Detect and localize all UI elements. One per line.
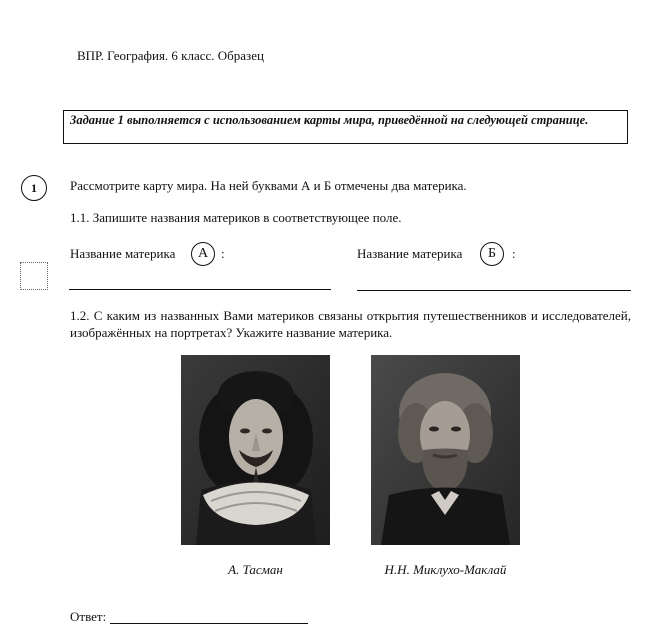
score-box bbox=[20, 262, 48, 290]
page-header: ВПР. География. 6 класс. Образец bbox=[77, 48, 264, 63]
answer-line[interactable] bbox=[110, 623, 308, 624]
colon-b: : bbox=[512, 246, 516, 261]
colon-a: : bbox=[221, 246, 225, 261]
portrait-tasman bbox=[181, 355, 330, 545]
portrait-miklukho-maklai-image bbox=[371, 355, 520, 545]
portrait-caption-miklukho-maklai: Н.Н. Миклухо-Маклай bbox=[384, 562, 507, 577]
letter-b-badge: Б bbox=[480, 242, 504, 266]
continent-b-label: Название материка bbox=[357, 246, 463, 261]
portrait-tasman-image bbox=[181, 355, 330, 545]
task-intro: Рассмотрите карту мира. На ней буквами А и Б отмечены два материка. bbox=[70, 178, 467, 193]
continent-a-label: Название материка bbox=[70, 246, 176, 261]
task-number-badge: 1 bbox=[21, 175, 47, 201]
letter-a-badge: А bbox=[191, 242, 215, 266]
answer-label: Ответ: bbox=[70, 609, 107, 624]
answer-line-b[interactable] bbox=[357, 290, 631, 291]
answer-line-a[interactable] bbox=[69, 289, 331, 290]
question-1-2: 1.2. С каким из названных Вами материков связаны открытия путешественников и исследователей, изображённых на портретах? Укажите название материка. bbox=[70, 308, 631, 340]
task-notice: Задание 1 выполняется с использованием карты мира, приведённой на следующей странице. bbox=[63, 110, 628, 144]
question-1-1: 1.1. Запишите названия материков в соответствующее поле. bbox=[70, 210, 402, 225]
portrait-caption-tasman: А. Тасман bbox=[228, 562, 283, 577]
portrait-miklukho-maklai bbox=[371, 355, 520, 545]
